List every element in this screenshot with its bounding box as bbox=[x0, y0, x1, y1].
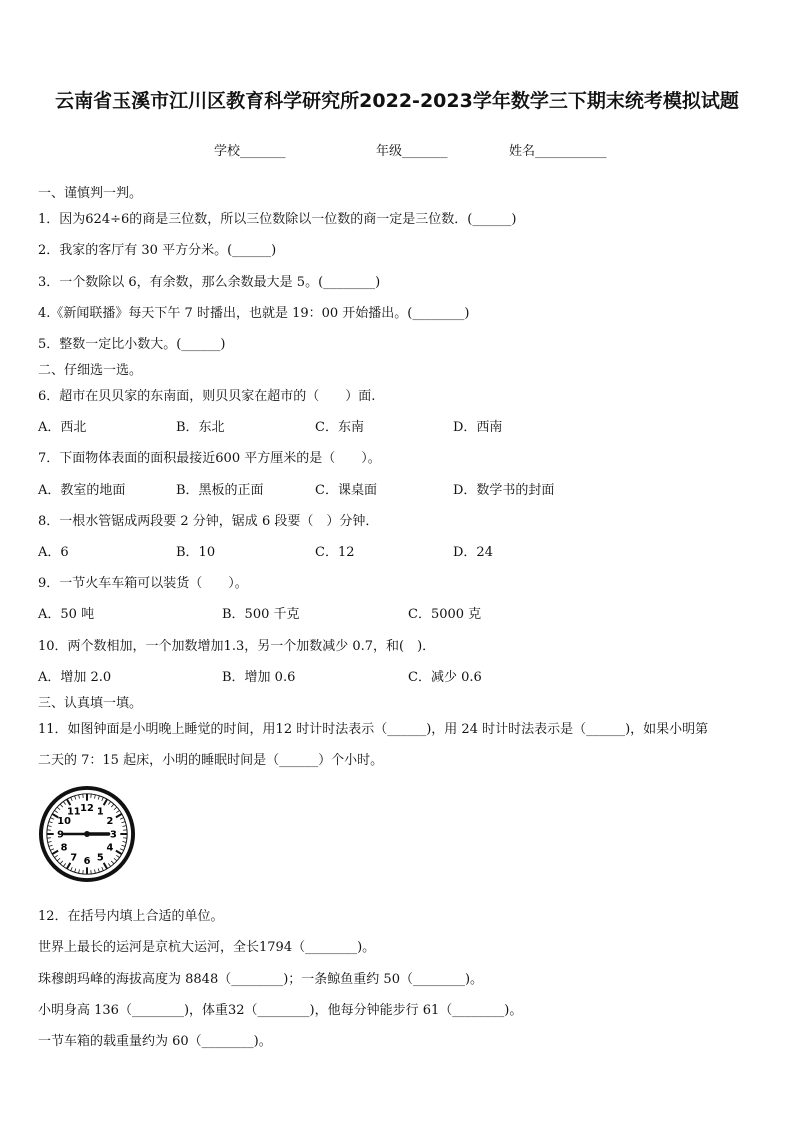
clock-numeral: 10 bbox=[57, 816, 71, 828]
page-title: 云南省玉溪市江川区教育科学研究所2022-2023学年数学三下期末统考模拟试题 bbox=[55, 90, 739, 112]
option-7c: C．课桌面 bbox=[315, 483, 377, 498]
option-8b: B．10 bbox=[176, 545, 216, 560]
clock-numeral: 3 bbox=[110, 829, 117, 841]
question-2: 2．我家的客厅有 30 平方分米。(______) bbox=[38, 243, 277, 258]
question-9: 9．一节火车车箱可以装货（ ）。 bbox=[38, 576, 248, 591]
clock-numeral: 11 bbox=[66, 806, 81, 818]
option-6b: B．东北 bbox=[176, 420, 225, 435]
option-8a: A．6 bbox=[38, 545, 69, 560]
clock-numeral: 8 bbox=[60, 842, 68, 854]
option-8d: D．24 bbox=[453, 545, 493, 560]
option-9c: C．5000 克 bbox=[408, 607, 482, 622]
option-10a: A．增加 2.0 bbox=[38, 670, 112, 685]
option-10b: B．增加 0.6 bbox=[222, 670, 296, 685]
clock-numeral: 1 bbox=[96, 806, 104, 818]
name-field: 姓名___________ bbox=[509, 144, 607, 159]
clock-numeral: 4 bbox=[106, 842, 114, 854]
question-4: 4.《新闻联播》每天下午 7 时播出，也就是 19：00 开始播出。(________) bbox=[38, 306, 470, 321]
question-12-item-4: 一节车箱的载重量约为 60（________)。 bbox=[38, 1034, 272, 1049]
question-12-item-1: 世界上最长的运河是京杭大运河，全长1794（________)。 bbox=[38, 940, 376, 955]
question-3: 3．一个数除以 6，有余数，那么余数最大是 5。(________) bbox=[38, 275, 381, 290]
question-10: 10．两个数相加，一个加数增加1.3，另一个加数减少 0.7，和( )． bbox=[38, 639, 436, 654]
option-7a: A．教室的地面 bbox=[38, 483, 126, 498]
clock-numeral: 5 bbox=[96, 852, 104, 864]
question-8: 8．一根水管锯成两段要 2 分钟，锯成 6 段要（ ）分钟． bbox=[38, 514, 379, 529]
option-9b: B．500 千克 bbox=[222, 607, 300, 622]
clock-numeral: 6 bbox=[83, 855, 91, 867]
option-8c: C．12 bbox=[315, 545, 355, 560]
grade-field: 年级_______ bbox=[376, 144, 448, 159]
clock-numeral: 2 bbox=[106, 816, 114, 828]
option-6a: A．西北 bbox=[38, 420, 87, 435]
question-11-line-2: 二天的 7：15 起床，小明的睡眠时间是（______）个小时。 bbox=[38, 753, 384, 768]
clock-numeral: 12 bbox=[80, 802, 94, 814]
clock-center bbox=[84, 831, 90, 837]
option-6c: C．东南 bbox=[315, 420, 364, 435]
option-7b: B．黑板的正面 bbox=[176, 483, 264, 498]
option-7d: D．数学书的封面 bbox=[453, 483, 555, 498]
question-11-line-1: 11．如图钟面是小明晚上睡觉的时间，用12 时计时法表示（______)，用 24 时计时法表示是（______)，如果小明第 bbox=[38, 722, 709, 737]
question-1: 1．因为624÷6的商是三位数，所以三位数除以一位数的商一定是三位数．(______) bbox=[38, 212, 517, 227]
question-12-item-2: 珠穆朗玛峰的海拔高度为 8848（________)；一条鲸鱼重约 50（________)。 bbox=[38, 972, 484, 987]
option-6d: D．西南 bbox=[453, 420, 503, 435]
clock-numeral: 7 bbox=[70, 852, 78, 864]
section-heading-3: 三、认真填一填。 bbox=[38, 696, 143, 711]
question-5: 5．整数一定比小数大。(______) bbox=[38, 337, 226, 352]
option-9a: A．50 吨 bbox=[38, 607, 95, 622]
question-6: 6．超市在贝贝家的东南面，则贝贝家在超市的（ ）面. bbox=[38, 389, 376, 404]
clock-face bbox=[38, 785, 136, 883]
question-12-item-3: 小明身高 136（________)，体重32（________)，他每分钟能步行 61（________)。 bbox=[38, 1003, 523, 1018]
school-field: 学校_______ bbox=[214, 144, 286, 159]
clock-numeral: 9 bbox=[57, 829, 64, 841]
section-heading-2: 二、仔细选一选。 bbox=[38, 363, 143, 378]
question-7: 7．下面物体表面的面积最接近600 平方厘米的是（ ）。 bbox=[38, 451, 381, 466]
question-12: 12．在括号内填上合适的单位。 bbox=[38, 909, 224, 924]
option-10c: C．减少 0.6 bbox=[408, 670, 482, 685]
section-heading-1: 一、谨慎判一判。 bbox=[38, 186, 143, 201]
